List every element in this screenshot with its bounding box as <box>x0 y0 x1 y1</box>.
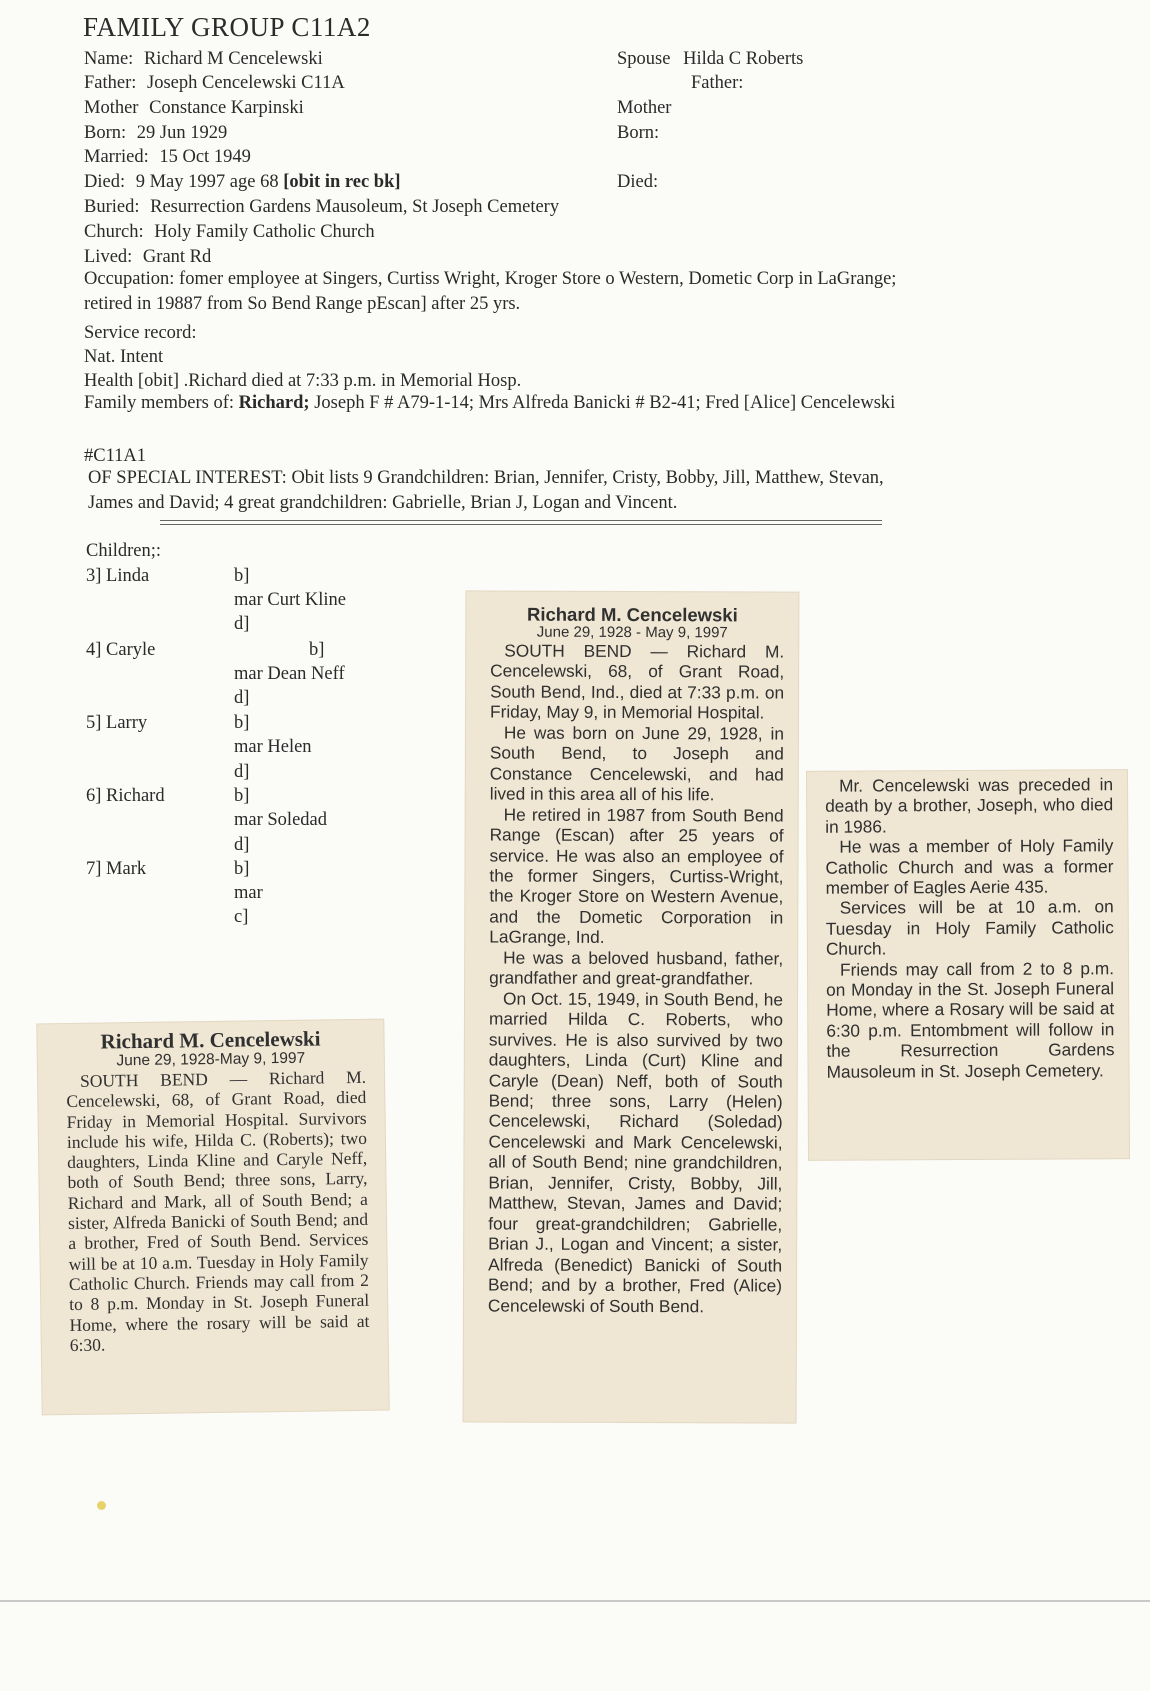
clipping-body: SOUTH BEND — Richard M. Cencelewski, 68, of Grant Road, died Friday in Memorial Hospital. Survivors include his wife, Hilda C. (Roberts); two daughters, Linda Kline and Caryle Neff, both of South Bend; three sons, Larry, Richard and Mark, all of South Bend; a sister, Alfreda Banicki of South Bend; and a brother, Fred of South Bend. Services will be at 10 a.m. Tuesday in Holy Family Catholic Church. Friends may call from 2 to 8 p.m. Monday in St. Joseph Funeral Home, where the rosary will be said at 6:30. <box>66 1066 370 1355</box>
church-row <box>84 221 375 243</box>
name-label: Name: <box>84 49 134 69</box>
died-value: 9 May 1997 age 68 <box>135 172 279 192</box>
born-value: 29 Jun 1929 <box>136 123 228 143</box>
spouse-mother-label: Mother <box>617 98 672 118</box>
clipping-paragraph: SOUTH BEND — Richard M. Cencelewski, 68, of Grant Road, South Bend, Ind., died at 7:33 p.m. on Friday, May 9, in Memorial Hospital. <box>489 640 785 723</box>
father-row <box>84 72 345 94</box>
spouse-label: Spouse <box>617 49 671 69</box>
born-label: Born: <box>84 123 127 143</box>
clipping-heading: Richard M. Cencelewski <box>100 1026 321 1054</box>
child-num: 6] Richard <box>86 786 165 806</box>
mother-value: Constance Karpinski <box>149 98 304 118</box>
mother-row <box>84 97 304 119</box>
obituary-clipping-full <box>464 591 799 1422</box>
child-married: mar Soledad <box>234 810 327 830</box>
child-died: d] <box>234 762 250 782</box>
clipping-paragraph: Friends may call from 2 to 8 p.m. on Monday in the St. Joseph Funeral Home, where a Rosary will be said at 6:30 p.m. Entombment will follow in the Resurrection Gardens Mausoleum in St. Joseph Cemetery. <box>826 957 1115 1082</box>
nat-intent: Nat. Intent <box>84 347 164 367</box>
ink-speck <box>97 1501 106 1510</box>
family-members-rest: Joseph F # A79-1-14; Mrs Alfreda Banicki # B2-41; Fred [Alice] Cencelewski <box>314 393 896 413</box>
child-died: d] <box>234 688 250 708</box>
children-heading: Children;: <box>86 541 162 561</box>
clipping-dates: June 29, 1928 - May 9, 1997 <box>536 623 728 642</box>
child-married: mar Dean Neff <box>234 664 345 684</box>
ref-code: #C11A1 <box>84 446 147 466</box>
child-died: c] <box>234 907 249 927</box>
born-row <box>84 122 227 144</box>
family-members-prefix: Family members of: <box>84 393 235 413</box>
family-members-text <box>84 391 929 416</box>
page-title: FAMILY GROUP C11A2 <box>83 12 371 42</box>
married-label: Married: <box>84 147 149 167</box>
child-born: b] <box>234 786 250 806</box>
child-married: mar Helen <box>234 737 312 757</box>
died-label: Died: <box>84 172 126 192</box>
spouse-father-label: Father: <box>691 73 744 93</box>
clipping-dates: June 29, 1928-May 9, 1997 <box>116 1049 306 1070</box>
child-born: b] <box>234 859 250 879</box>
church-value: Holy Family Catholic Church <box>154 222 375 242</box>
divider-line <box>160 520 882 525</box>
scan-edge-line <box>0 1600 1150 1602</box>
clipping-paragraph: He was born on June 29, 1928, in South Bend, to Joseph and Constance Cencelewski, and had lived in this area all of his life. <box>489 722 784 805</box>
clipping-heading: Richard M. Cencelewski <box>526 603 738 626</box>
mother-label: Mother <box>84 98 139 118</box>
lived-value: Grant Rd <box>142 247 212 267</box>
child-num: 5] Larry <box>86 713 148 733</box>
child-died: d] <box>234 614 250 634</box>
father-value: Joseph Cencelewski C11A <box>147 73 345 93</box>
obituary-clipping-short <box>37 1020 388 1415</box>
occupation-text: Occupation: fomer employee at Singers, Curtiss Wright, Kroger Store o Western, Dometic Corp in LaGrange; retired in 19887 from So Bend Range pEscan] after 25 yrs. <box>84 269 897 314</box>
child-born: b] <box>234 566 250 586</box>
child-died: d] <box>234 835 250 855</box>
clipping-paragraph: Services will be at 10 a.m. on Tuesday in Holy Family Catholic Church. <box>825 896 1114 959</box>
child-married: mar <box>234 883 263 903</box>
obituary-clipping-continued <box>807 770 1129 1160</box>
married-value: 15 Oct 1949 <box>159 147 251 167</box>
child-num: 4] Caryle <box>86 640 156 660</box>
father-label: Father: <box>84 73 137 93</box>
clipping-paragraph: He was a member of Holy Family Catholic Church and was a former member of Eagles Aerie 435. <box>825 835 1114 898</box>
married-row <box>84 146 251 168</box>
name-row <box>84 48 323 70</box>
special-interest-text: OF SPECIAL INTEREST: Obit lists 9 Grandchildren: Brian, Jennifer, Cristy, Bobby, Jill, Matthew, Stevan, James and David; 4 great grandchildren: Gabrielle, Brian J, Logan and Vincent. <box>88 468 884 513</box>
spouse-born-label: Born: <box>617 123 660 143</box>
service-record: Service record: <box>84 323 197 343</box>
lived-label: Lived: <box>84 247 133 267</box>
child-born: b] <box>309 640 325 660</box>
clipping-paragraph: On Oct. 15, 1949, in South Bend, he married Hilda C. Roberts, who survives. He is also survived by two daughters, Linda (Curt) Kline and Caryle (Dean) Neff, both of South Bend; three sons, Larry (Helen) Cencelewski, Richard (Soledad) Cencelewski and Mark Cencelewski, all of South Bend; nine grandchildren, Brian, Jennifer, Cristy, Bobby, Jill, Matthew, Stevan, James and David; four great-grandchildren; Gabrielle, Brian J., Logan and Vincent; a sister, Alfreda (Benedict) Banicki of South Bend; and by a brother, Fred (Alice) Cencelewski of South Bend. <box>487 988 784 1316</box>
child-num: 7] Mark <box>86 859 147 879</box>
buried-label: Buried: <box>84 197 140 217</box>
child-born: b] <box>234 713 250 733</box>
child-married: mar Curt Kline <box>234 590 347 610</box>
lived-row <box>84 246 211 268</box>
spouse-died-label: Died: <box>617 172 659 192</box>
church-label: Church: <box>84 222 144 242</box>
buried-row <box>84 196 559 218</box>
died-row <box>84 171 401 193</box>
clipping-paragraph: He was a beloved husband, father, grandfather and great-grandfather. <box>489 947 784 989</box>
family-members-name: Richard; <box>238 393 310 413</box>
clipping-paragraph: Mr. Cencelewski was preceded in death by a brother, Joseph, who died in 1986. <box>825 774 1114 837</box>
buried-value: Resurrection Gardens Mausoleum, St Joseph Cemetery <box>150 197 560 217</box>
spouse-row <box>617 48 803 70</box>
health-text: Health [obit] .Richard died at 7:33 p.m. in Memorial Hosp. <box>84 371 522 391</box>
child-num: 3] Linda <box>86 566 150 586</box>
spouse-value: Hilda C Roberts <box>683 49 804 69</box>
clipping-paragraph: He retired in 1987 from South Bend Range (Escan) after 25 years of service. He was also an employee of the former Singers, Curtiss-Wright, the Kroger Store on Western Avenue, and the Dometic Corporation in LaGrange, Ind. <box>489 804 784 948</box>
name-value: Richard M Cencelewski <box>143 49 323 69</box>
died-note: [obit in rec bk] <box>283 172 401 192</box>
